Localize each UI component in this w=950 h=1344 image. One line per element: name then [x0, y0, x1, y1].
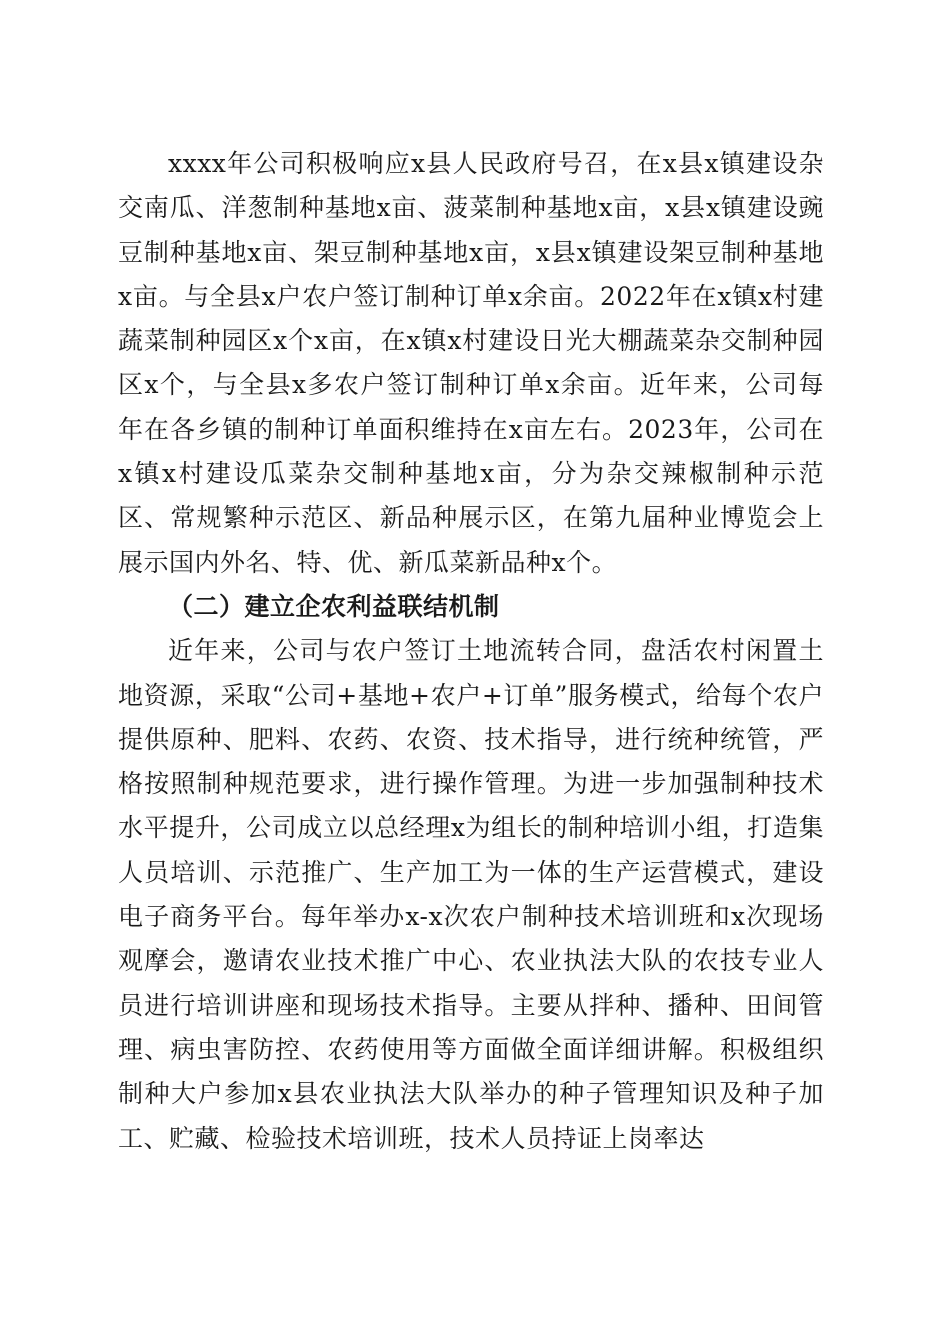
paragraph-seed-base-construction: xxxx年公司积极响应x县人民政府号召，在x县x镇建设杂交南瓜、洋葱制种基地x亩、菠菜制种基地x亩，x县x镇建设豌豆制种基地x亩、架豆制种基地x亩，x县x镇建设架豆制种基地x亩。与全县x户农户签订制种订单x余亩。2022年在x镇x村建蔬菜制种园区x个x亩，在x镇x村建设日光大棚蔬菜杂交制种园区x个，与全县x多农户签订制种订单x余亩。近年来，公司每年在各乡镇的制种订单面积维持在x亩左右。2023年，公司在x镇x村建设瓜菜杂交制种基地x亩，分为杂交辣椒制种示范区、常规繁种示范区、新品种展示区，在第九届种业博览会上展示国内外名、特、优、新瓜菜新品种x个。 [118, 149, 824, 577]
document-body [118, 142, 824, 1161]
section-heading-benefit-mechanism: （二）建立企农利益联结机制 [168, 591, 500, 621]
paragraph-farmer-cooperation: 近年来，公司与农户签订土地流转合同，盘活农村闲置土地资源，采取“公司+基地+农户+订单”服务模式，给每个农户提供原种、肥料、农药、农资、技术指导，进行统种统管，严格按照制种规范要求，进行操作管理。为进一步加强制种技术水平提升，公司成立以总经理x为组长的制种培训小组，打造集人员培训、示范推广、生产加工为一体的生产运营模式，建设电子商务平台。每年举办x-x次农户制种技术培训班和x次现场观摩会，邀请农业技术推广中心、农业执法大队的农技专业人员进行培训讲座和现场技术指导。主要从拌种、播种、田间管理、病虫害防控、农药使用等方面做全面详细讲解。积极组织制种大户参加x县农业执法大队举办的种子管理知识及种子加工、贮藏、检验技术培训班，技术人员持证上岗率达 [118, 636, 824, 1153]
